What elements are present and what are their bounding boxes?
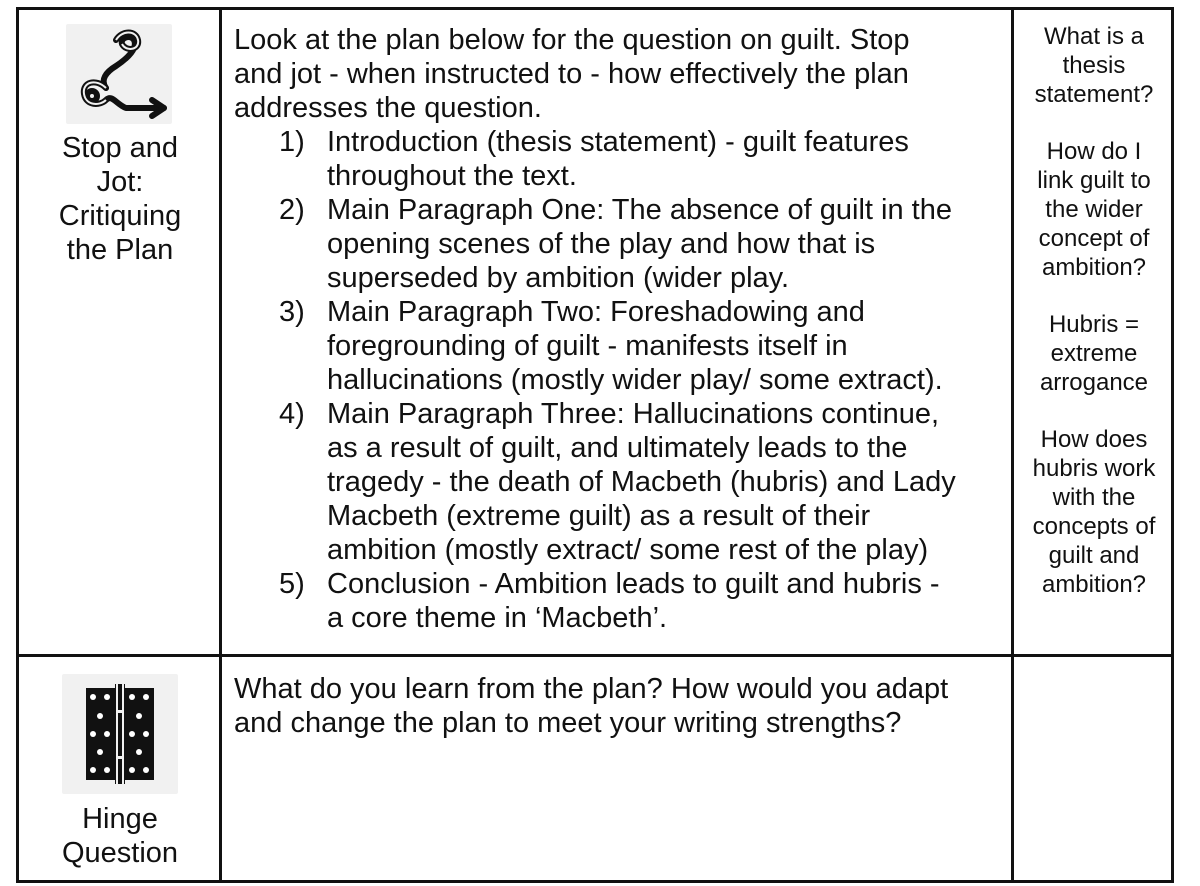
plan-item-number: 4)	[279, 398, 305, 430]
plan-item	[279, 397, 1000, 567]
hinge-question-cell	[20, 658, 220, 878]
plan-critique-cell	[222, 12, 1012, 654]
sidebar-note: Hubris = extreme arrogance	[1039, 311, 1149, 396]
sidebar-note: What is a thesis statement?	[1034, 23, 1154, 108]
plan-list	[279, 125, 1000, 635]
loop-arrow-icon	[66, 24, 172, 124]
plan-item	[279, 295, 1000, 397]
table-bottom-border	[16, 880, 1174, 883]
plan-item-number: 5)	[279, 568, 305, 600]
table-left-border	[16, 7, 19, 883]
plan-item-text: Main Paragraph One: The absence of guilt in the opening scenes of the play and how that is superseded by ambition (wider play.	[327, 194, 952, 294]
hinge-icon	[62, 674, 178, 794]
plan-intro-text: Look at the plan below for the question on guilt. Stop and jot - when instructed to - how effectively the plan addresses the question.	[234, 24, 910, 124]
stop-and-jot-cell	[20, 12, 220, 654]
plan-item	[279, 125, 1000, 193]
stop-and-jot-label: Stop and Jot: Critiquing the Plan	[58, 132, 182, 266]
empty-notes-cell	[1014, 658, 1174, 878]
sidebar-note: How does hubris work with the concepts of guilt and ambition?	[1032, 426, 1156, 598]
plan-item	[279, 567, 1000, 635]
hinge-question-label: Hinge Question	[61, 803, 179, 869]
row-divider	[16, 654, 1174, 657]
sidebar-note: How do I link guilt to the wider concept of ambition?	[1037, 138, 1151, 281]
plan-item-text: Main Paragraph Three: Hallucinations continue, as a result of guilt, and ultimately leads to the tragedy - the death of Macbeth (hubris) and Lady Macbeth (extreme guilt) as a result of their ambition (mostly extract/ some rest of the play)	[327, 398, 956, 566]
plan-item-text: Introduction (thesis statement) - guilt features throughout the text.	[327, 126, 909, 192]
hinge-prompt-cell	[222, 658, 1012, 878]
plan-item-text: Main Paragraph Two: Foreshadowing and foregrounding of guilt - manifests itself in hallucinations (mostly wider play/ some extract).	[327, 296, 943, 396]
guiding-questions-cell	[1014, 12, 1174, 654]
plan-item-number: 1)	[279, 126, 305, 158]
loop-arrow-icon	[66, 24, 172, 124]
plan-instructions	[234, 23, 1000, 635]
plan-item	[279, 193, 1000, 295]
plan-item-number: 2)	[279, 194, 305, 226]
hinge-icon	[62, 674, 178, 794]
table-top-border	[16, 7, 1174, 10]
plan-item-number: 3)	[279, 296, 305, 328]
hinge-prompt-text: What do you learn from the plan? How would you adapt and change the plan to meet your writing strengths?	[234, 673, 949, 739]
plan-item-text: Conclusion - Ambition leads to guilt and hubris - a core theme in ‘Macbeth’.	[327, 568, 940, 634]
